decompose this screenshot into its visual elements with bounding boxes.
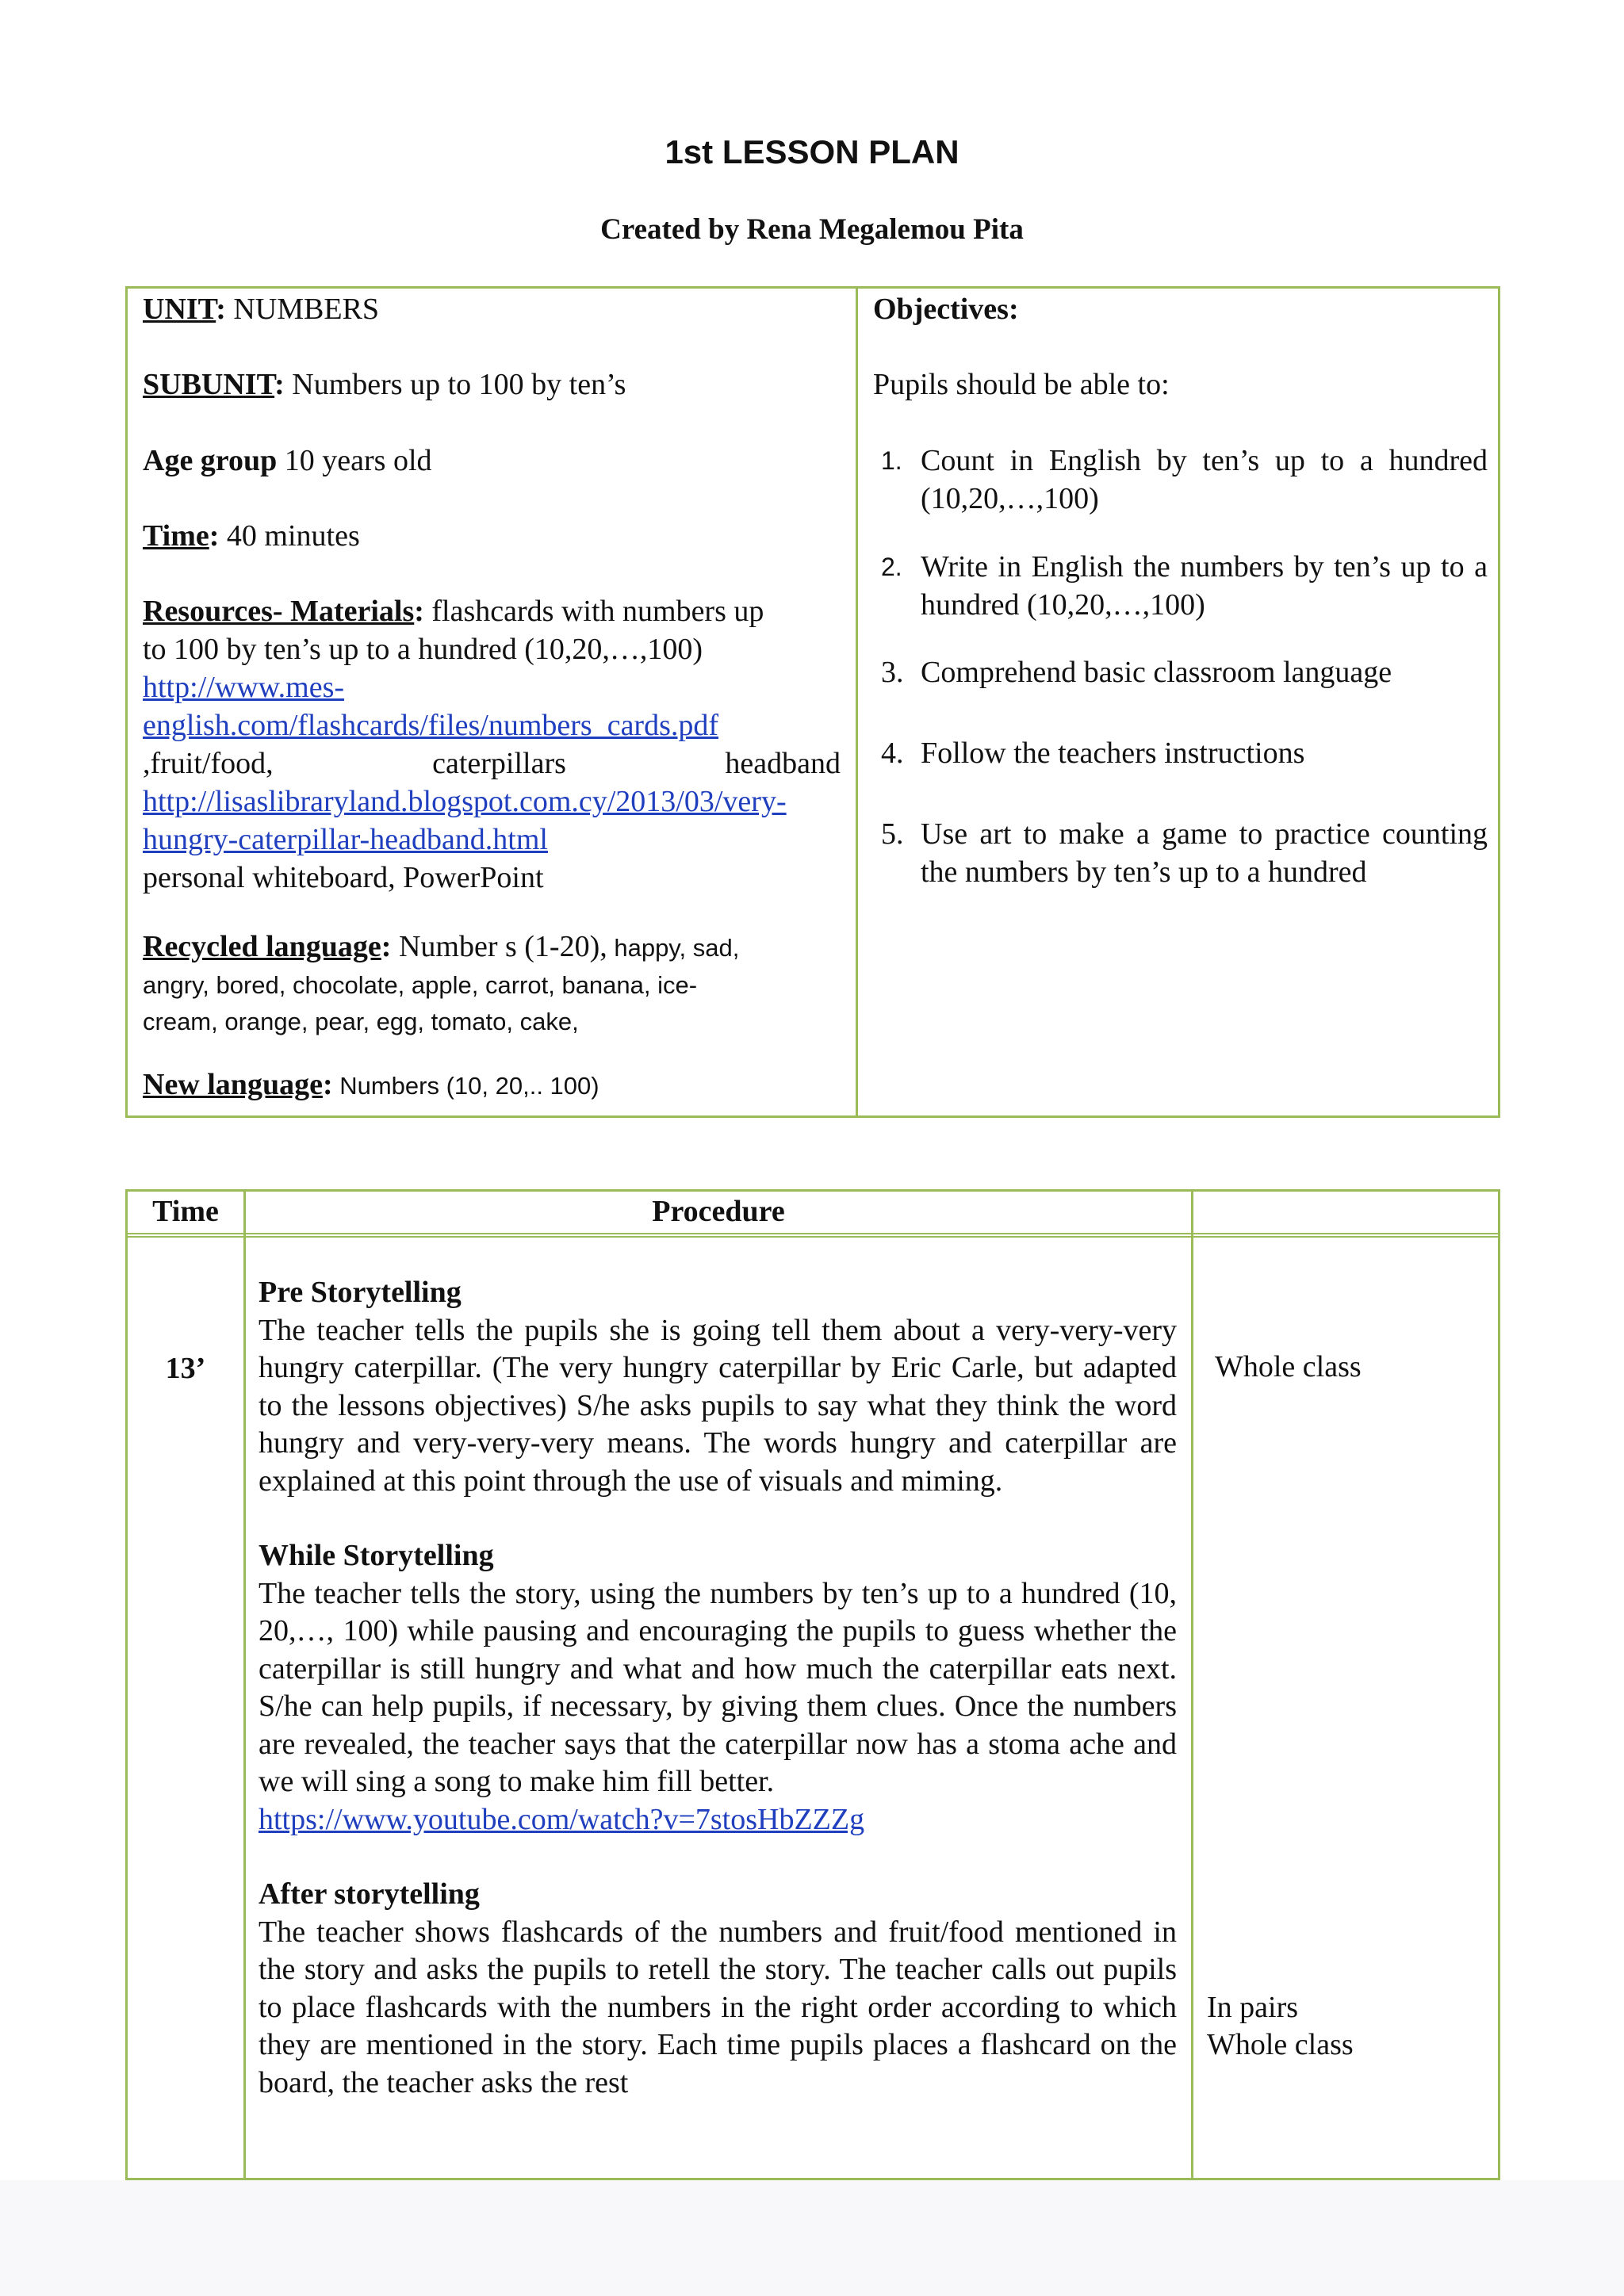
age-label: Age group	[143, 444, 278, 477]
column-divider	[856, 289, 858, 1115]
time-value: 40 minutes	[219, 519, 360, 553]
flashcards-link[interactable]: http://www.mes-	[143, 671, 345, 704]
resources-line4: personal whiteboard, PowerPoint	[143, 861, 544, 894]
lesson-info-table	[125, 286, 1500, 1118]
procedure-table	[125, 1189, 1500, 2180]
author-byline: Created by Rena Megalemou Pita	[600, 213, 1024, 246]
resources-line3: ,fruit/food, caterpillars headband	[143, 747, 841, 780]
objective-number: 4.	[881, 737, 904, 770]
grouping-after-class: Whole class	[1207, 2028, 1354, 2061]
recycled-value: Number s (1-20),	[391, 930, 607, 963]
time-column-header: Time	[152, 1195, 219, 1228]
objective-text: Count in English by ten’s up to a hundred (10,20,…,100)	[921, 444, 1488, 515]
grouping-pre: Whole class	[1215, 1350, 1362, 1383]
resources-line1: flashcards with numbers up	[423, 595, 764, 628]
recycled-row: Recycled language: Number s (1-20), happy, sad, angry, bored, chocolate, apple, carrot, banana, ice- cream, orange, pear, egg, tomato, cake,	[143, 928, 841, 1040]
unit-row: UNIT: NUMBERS	[143, 293, 380, 326]
objectives-intro: Pupils should be able to:	[873, 368, 1170, 401]
objective-number: 3.	[881, 656, 904, 689]
recycled-line2: angry, bored, chocolate, apple, carrot, banana, ice-	[143, 971, 698, 999]
objective-text: Use art to make a game to practice counting the numbers by ten’s up to a hundred	[921, 817, 1488, 889]
flashcards-link-cont[interactable]: english.com/flashcards/files/numbers_cards.pdf	[143, 709, 719, 742]
headband-link[interactable]: http://lisaslibraryland.blogspot.com.cy/2013/03/very-	[143, 785, 787, 818]
subunit-row: SUBUNIT: Numbers up to 100 by ten’s	[143, 368, 626, 401]
while-storytelling-heading: While Storytelling	[259, 1539, 494, 1572]
after-storytelling-text: The teacher shows flashcards of the numbers and fruit/food mentioned in the story and asks the pupils to retell the story. The teacher calls out pupils to place flashcards with the numbers in the right order according to which they are mentioned in the story. Each time pupils places a flashcard on the board, the teacher asks the rest	[259, 1915, 1177, 2099]
resources-label: Resources- Materials	[143, 595, 415, 628]
page-title: 1st LESSON PLAN	[665, 133, 959, 170]
age-value: 10 years old	[277, 444, 432, 477]
objective-number: 1.	[881, 446, 902, 475]
headband-link-cont[interactable]: hungry-caterpillar-headband.html	[143, 823, 548, 856]
objective-text: Comprehend basic classroom language	[921, 656, 1392, 689]
unit-value: NUMBERS	[225, 293, 380, 326]
unit-label: UNIT	[143, 293, 216, 326]
song-video-link[interactable]: https://www.youtube.com/watch?v=7stosHbZZZg	[259, 1802, 865, 1836]
objective-text: Write in English the numbers by ten’s up to a hundred (10,20,…,100)	[921, 550, 1488, 622]
after-storytelling-heading: After storytelling	[259, 1877, 480, 1911]
procedure-cell	[259, 1274, 1177, 2102]
page-footer-shade	[0, 2180, 1624, 2296]
time-row: Time: 40 minutes	[143, 519, 360, 553]
objective-number: 5.	[881, 817, 904, 851]
subunit-value: Numbers up to 100 by ten’s	[284, 368, 626, 401]
column-divider	[1191, 1192, 1193, 2178]
new-language-value: Numbers (10, 20,.. 100)	[332, 1072, 599, 1100]
procedure-column-header: Procedure	[652, 1195, 785, 1228]
subunit-label: SUBUNIT	[143, 368, 275, 401]
new-language-row: New language: Numbers (10, 20,.. 100)	[143, 1068, 599, 1101]
objective-number: 2.	[881, 553, 902, 581]
resources-line2: to 100 by ten’s up to a hundred (10,20,…,100)	[143, 633, 703, 666]
recycled-label: Recycled language	[143, 930, 381, 963]
column-divider	[243, 1192, 246, 2178]
grouping-after-pairs: In pairs	[1207, 1991, 1299, 2024]
header-divider	[128, 1233, 1498, 1238]
pre-storytelling-text: The teacher tells the pupils she is going tell them about a very-very-very hungry caterpillar. (The very hungry caterpillar by Eric Carle, but adapted to the lessons objectives) S/he asks pupils to say what they think the word hungry and very-very-very means. The words hungry and caterpillar are explained at this point through the use of visuals and miming.	[259, 1313, 1177, 1498]
pre-storytelling-heading: Pre Storytelling	[259, 1276, 462, 1309]
time-value: 13’	[165, 1352, 206, 1385]
time-label: Time	[143, 519, 209, 553]
recycled-line3: cream, orange, pear, egg, tomato, cake,	[143, 1008, 579, 1035]
while-storytelling-text: The teacher tells the story, using the numbers by ten’s up to a hundred (10, 20,…, 100) while pausing and encouraging the pupils to guess whether the caterpillar is still hungry and what and how much the caterpillar eats next. S/he can help pupils, if necessary, by giving them clues. Once the numbers are revealed, the teacher says that the caterpillar now has a stoma ache and we will sing a song to make him fill better.	[259, 1576, 1177, 1798]
age-row	[143, 442, 432, 480]
objective-text: Follow the teachers instructions	[921, 737, 1305, 770]
objectives-heading: Objectives:	[873, 293, 1019, 326]
resources-row: Resources- Materials: flashcards with numbers up to 100 by ten’s up to a hundred (10,20,…,100) http://www.mes- english.com/flashcards/files/numbers_cards.pdf ,fruit/food, caterpillars headband http://lisaslibraryland.blogspot.com.cy/2013/03/very- hungry-caterpillar-headband.html personal whiteboard, PowerPoint	[143, 592, 841, 897]
new-language-label: New language	[143, 1068, 323, 1101]
